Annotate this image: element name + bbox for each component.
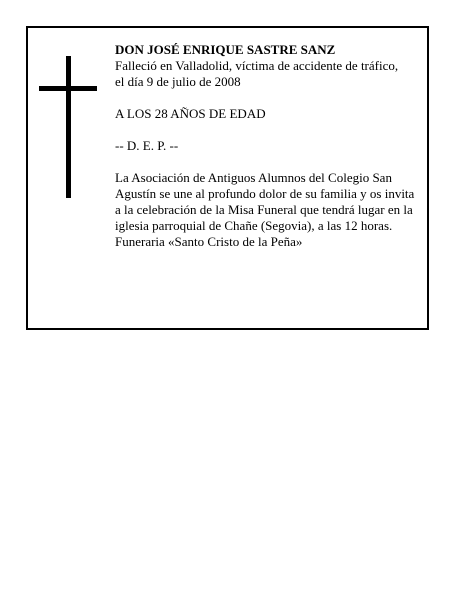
death-details-line-1: Falleció en Valladolid, víctima de accidente de tráfico, xyxy=(115,58,399,73)
obituary-notice xyxy=(26,26,429,330)
age-line: A LOS 28 AÑOS DE EDAD xyxy=(115,106,266,121)
cross-horizontal-bar xyxy=(39,86,97,91)
notice-text-block xyxy=(115,42,420,250)
death-details-line-2: el día 9 de julio de 2008 xyxy=(115,74,241,89)
rip-line: -- D. E. P. -- xyxy=(115,138,179,153)
condolence-message: La Asociación de Antiguos Alumnos del Colegio San Agustín se une al profundo dolor de su familia y os invita a la celebración de la Misa Funeral que tendrá lugar en la iglesia parroquial de Chañe (Segovia), a las 12 horas. xyxy=(115,170,415,233)
deceased-name: DON JOSÉ ENRIQUE SASTRE SANZ xyxy=(115,42,336,57)
cross-vertical-bar xyxy=(66,56,71,198)
funeral-home: Funeraria «Santo Cristo de la Peña» xyxy=(115,234,303,249)
